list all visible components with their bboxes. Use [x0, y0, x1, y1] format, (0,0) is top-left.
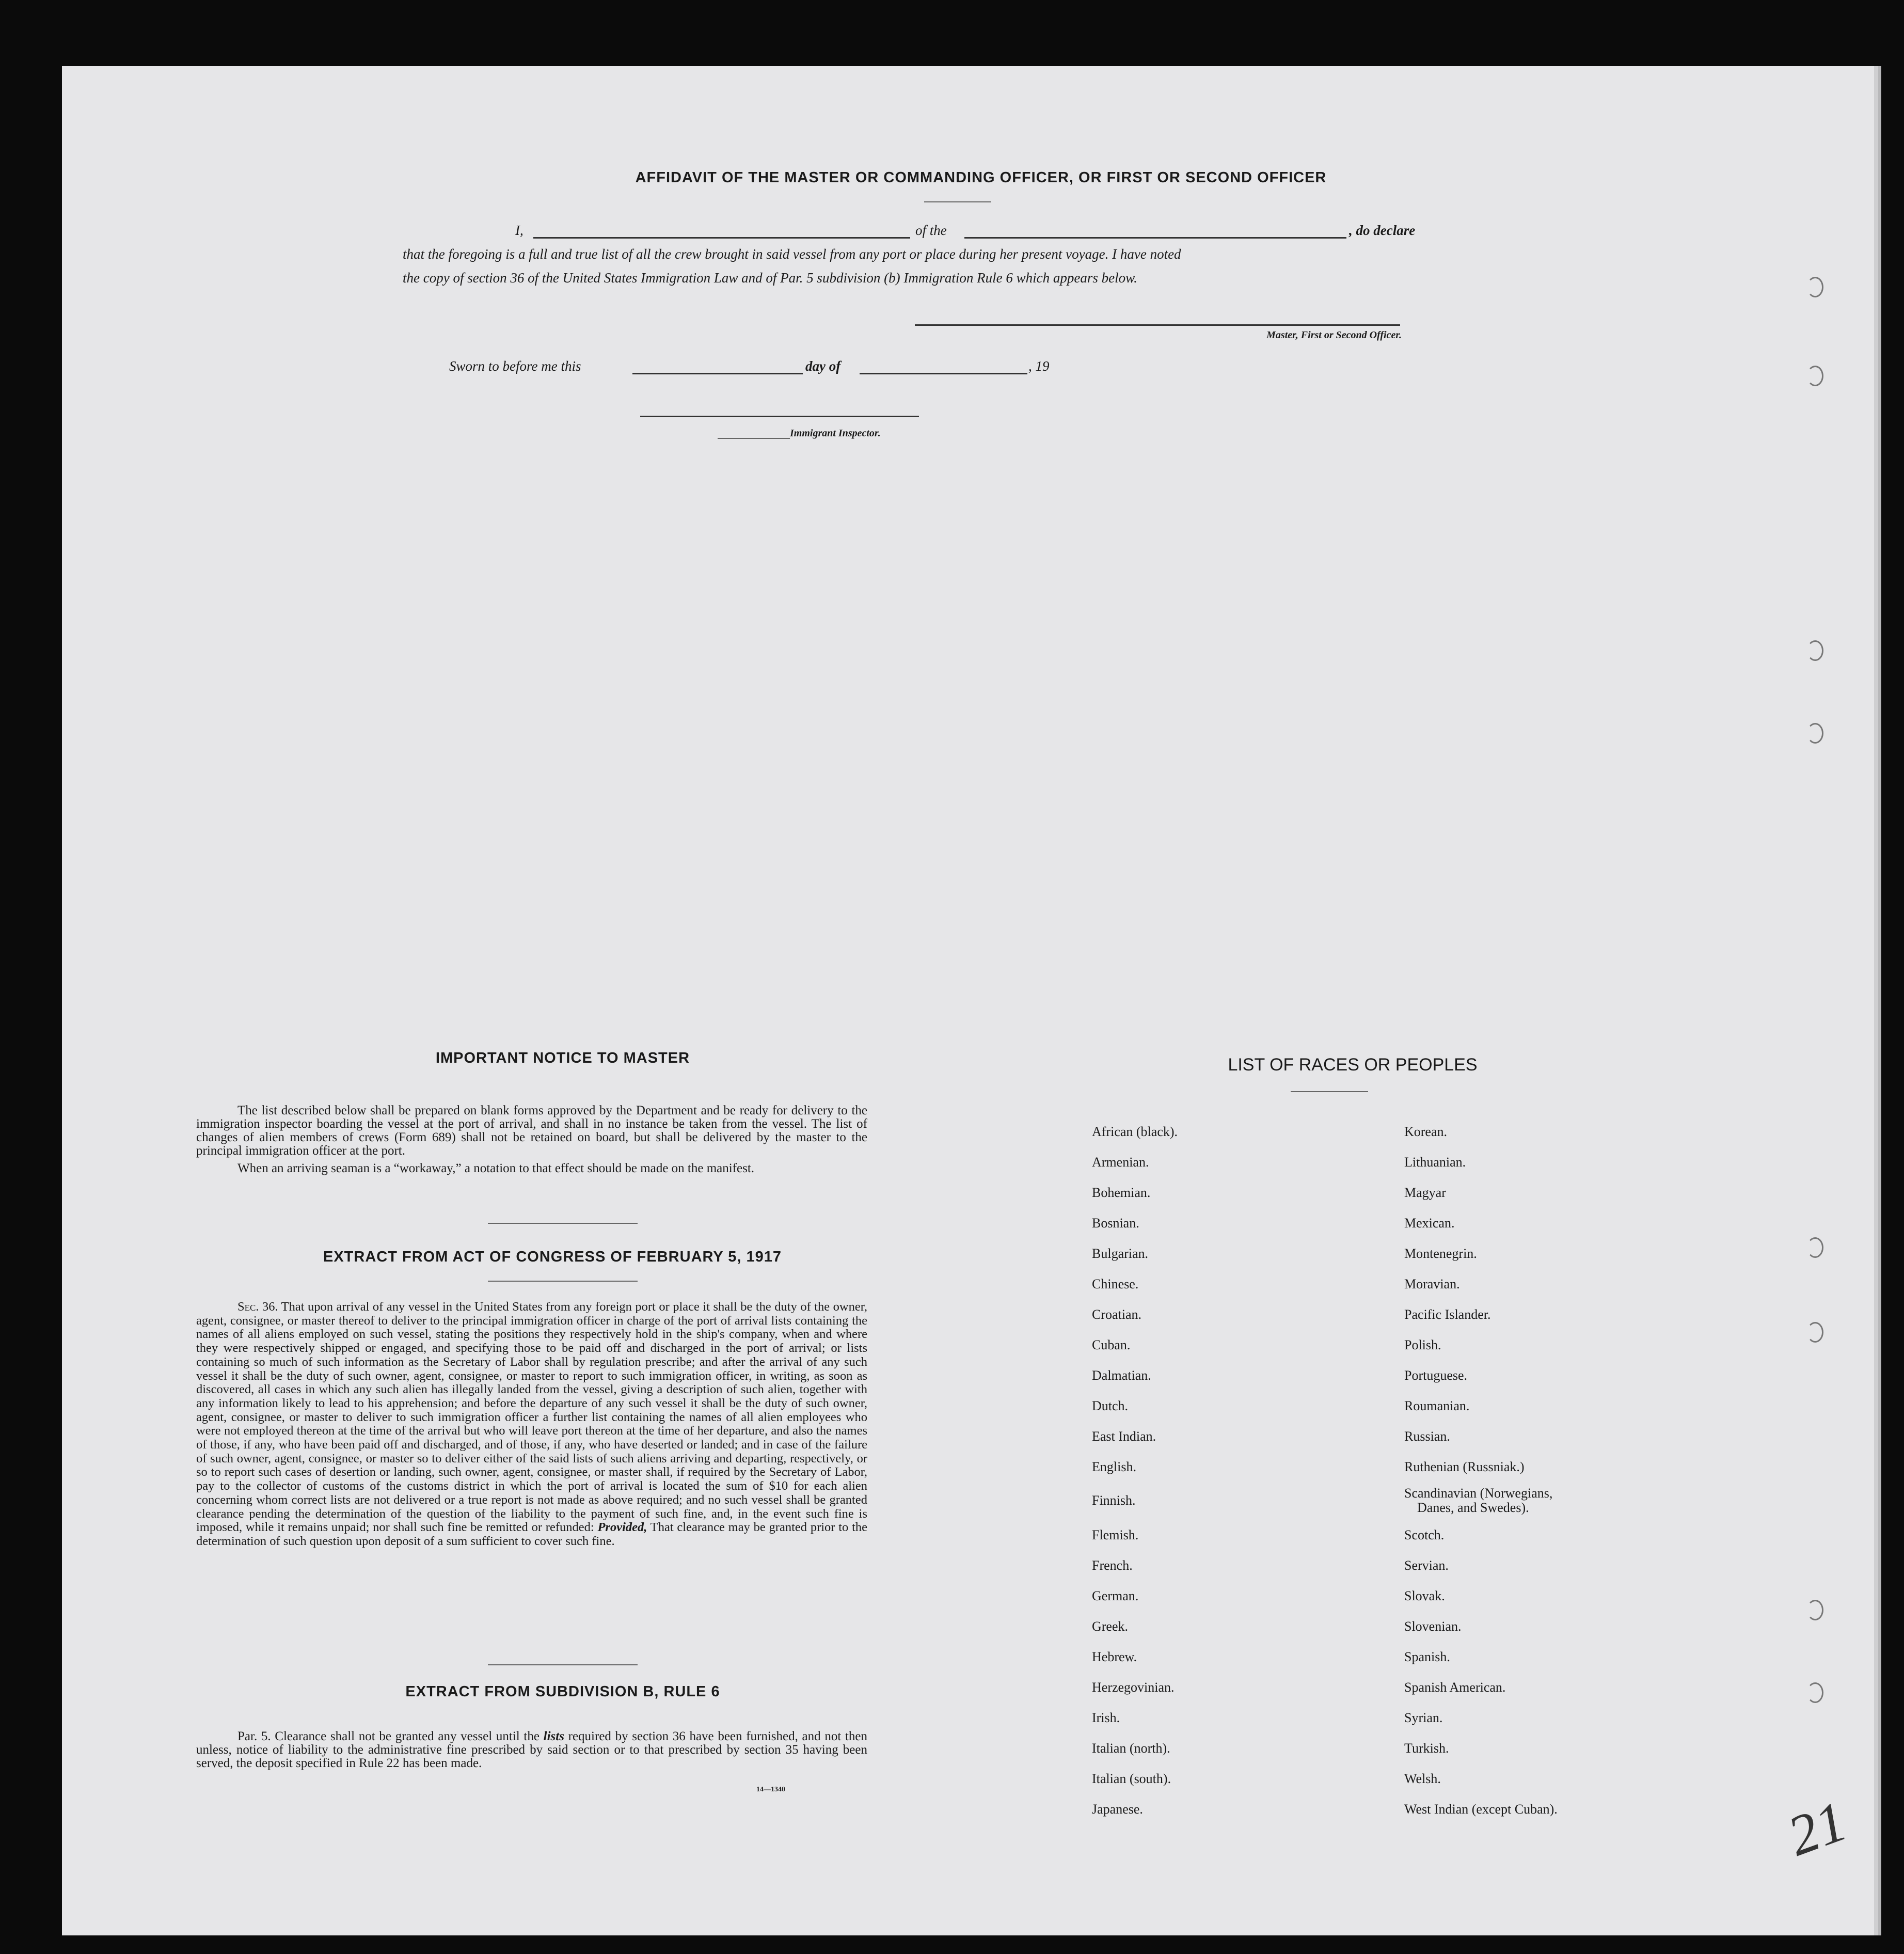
race-item: Scotch. [1404, 1527, 1445, 1542]
race-item: East Indian. [1092, 1429, 1156, 1444]
rule-extract-body [196, 1730, 867, 1770]
race-item: Flemish. [1092, 1527, 1139, 1542]
affidavit-line-3: the copy of section 36 of the United States Immigration Law and of Par. 5 subdivision (b) Immigration Rule 6 which appears below. [403, 270, 1137, 286]
race-item: Finnish. [1092, 1493, 1136, 1508]
sworn-start: Sworn to before me this [449, 358, 581, 374]
race-item: Syrian. [1404, 1710, 1443, 1725]
sworn-month-blank [860, 373, 1027, 374]
race-item: Bohemian. [1092, 1185, 1151, 1200]
race-item: Montenegrin. [1404, 1246, 1477, 1261]
form-number: 14—1340 [756, 1786, 785, 1793]
race-item: Turkish. [1404, 1741, 1449, 1756]
name-blank [533, 237, 910, 239]
punch-hole [1807, 277, 1823, 297]
race-item-continued: Danes, and Swedes). [1417, 1500, 1529, 1515]
affidavit-title: AFFIDAVIT OF THE MASTER OR COMMANDING OFFICER, OR FIRST OR SECOND OFFICER [635, 169, 1327, 186]
race-item: Irish. [1092, 1710, 1120, 1725]
punch-hole [1807, 1600, 1823, 1620]
race-item: French. [1092, 1558, 1133, 1573]
race-item: Russian. [1404, 1429, 1450, 1444]
affidavit-do-declare: , do declare [1349, 223, 1416, 238]
master-signature-line [915, 324, 1400, 326]
act-end-divider [488, 1664, 638, 1665]
race-item: Pacific Islander. [1404, 1307, 1491, 1322]
affidavit-line-1 [453, 218, 1506, 242]
race-item: Roumanian. [1404, 1398, 1470, 1413]
race-item: Spanish American. [1404, 1680, 1506, 1695]
race-item: Bulgarian. [1092, 1246, 1149, 1261]
punch-hole [1807, 640, 1823, 661]
rule-extract-title: EXTRACT FROM SUBDIVISION B, RULE 6 [405, 1683, 720, 1700]
race-item: Japanese. [1092, 1802, 1143, 1817]
race-item: Korean. [1404, 1124, 1448, 1139]
punch-hole [1807, 1682, 1823, 1703]
act-divider [488, 1281, 638, 1282]
race-item: Slovenian. [1404, 1619, 1462, 1634]
inspector-prefix-line [718, 438, 790, 439]
race-item: Slovak. [1404, 1588, 1445, 1603]
race-item: Magyar [1404, 1185, 1446, 1200]
act-extract-title: EXTRACT FROM ACT OF CONGRESS OF FEBRUARY 5, 1917 [323, 1249, 782, 1265]
race-item: Cuban. [1092, 1337, 1131, 1352]
affidavit-line-2: that the foregoing is a full and true list of all the crew brought in said vessel from any port or place during her present voyage. I have noted [403, 246, 1181, 262]
race-item: Italian (north). [1092, 1741, 1170, 1756]
master-signature-label: Master, First or Second Officer. [1266, 329, 1402, 341]
race-item: Welsh. [1404, 1771, 1441, 1786]
race-item: Ruthenian (Russniak.) [1404, 1459, 1525, 1474]
race-item: Portuguese. [1404, 1368, 1468, 1383]
provided-text: That clearance may be granted prior to the determination of such question upon deposit of a sum sufficient to cover such fine. [196, 1520, 868, 1548]
document-page [62, 66, 1874, 1935]
race-item: Chinese. [1092, 1277, 1139, 1291]
notice-title: IMPORTANT NOTICE TO MASTER [435, 1050, 690, 1066]
title-divider [924, 201, 991, 202]
race-item: Croatian. [1092, 1307, 1142, 1322]
punch-hole [1807, 1237, 1823, 1258]
vessel-blank [964, 237, 1346, 239]
race-item: Servian. [1404, 1558, 1449, 1573]
rule-text-b: required by section 36 have been furnished, and not then unless, notice of liability to the administrative fine prescribed by said section or to that prescribed by section 35 having been served, the deposit specified in Rule 22 has been made. [196, 1729, 868, 1770]
race-item: Dutch. [1092, 1398, 1129, 1413]
race-item: Bosnian. [1092, 1216, 1139, 1231]
race-item: Italian (south). [1092, 1771, 1171, 1786]
rule-lists-word: lists [543, 1729, 564, 1743]
handwritten-mark: 21 [1780, 1789, 1855, 1868]
race-item: Moravian. [1404, 1277, 1460, 1291]
race-item: German. [1092, 1588, 1139, 1603]
section-label: Sec. 36. [237, 1300, 278, 1314]
inspector-label: Immigrant Inspector. [790, 428, 881, 439]
punch-hole [1807, 366, 1823, 386]
punch-hole [1807, 723, 1823, 744]
race-item: West Indian (except Cuban). [1404, 1802, 1558, 1817]
sworn-day-blank [632, 373, 803, 374]
race-item: Spanish. [1404, 1649, 1450, 1664]
sworn-line [449, 354, 1172, 378]
race-item: Lithuanian. [1404, 1155, 1466, 1170]
sworn-year: , 19 [1028, 358, 1050, 374]
race-item: Scandinavian (Norwegians, [1404, 1486, 1553, 1501]
race-item: Mexican. [1404, 1216, 1455, 1231]
inspector-signature-line [640, 416, 919, 417]
race-item: Herzegovinian. [1092, 1680, 1175, 1695]
rule-text-a: Par. 5. Clearance shall not be granted any vessel until the [237, 1729, 540, 1743]
notice-body [196, 1104, 867, 1175]
section-36-text: That upon arrival of any vessel in the United States from any foreign port or place it shall be the duty of the owner, agent, consignee, or master thereof to deliver to the principal immigration officer in charge of the port of arrival lists containing the names of all aliens employed on such vessel, stating the positions they respectively hold in the ship's company, when and where they were respectively shipped or engaged, and specifying those to be paid off and discharged in the port of arrival; or lists containing so much of such information as the Secretary of Labor shall by regulation prescribe; and after the arrival of any such vessel it shall be the duty of such owner, agent, consignee, or master to report to such immigration officer, in writing, as soon as discovered, all cases in which any such alien has illegally landed from the vessel, giving a description of such alien, together with any information likely to lead to his apprehension; and before the departure of any such vessel it shall be the duty of such owner, agent, consignee, or master to deliver to such immigration officer a further list containing the names of all alien employees who were not employed thereon at the time of the arrival but who will leave port thereon at the time of her departure, and also the names of those, if any, who have been paid off and discharged, and of those, if any, who have deserted or landed; and in case of the failure of such owner, agent, consignee, or master so to deliver either of the said lists of such aliens arriving and departing, respectively, or so to report such cases of desertion or landing, such owner, agent, consignee, or master shall, if required by the Secretary of Labor, pay to the collector of customs of the customs district in which the port of arrival is located the sum of $10 for each alien concerning whom correct lists are not delivered or a true report is not made as above required; and no such vessel shall be granted clearance pending the determination of the question of the liability to the payment of such fine, and, in the event such fine is imposed, while it remains unpaid; nor shall such fine be remitted or refunded: [196, 1300, 867, 1535]
race-item: Dalmatian. [1092, 1368, 1151, 1383]
notice-paragraph-2: When an arriving seaman is a “workaway,” a notation to that effect should be made on the manifest. [237, 1161, 755, 1175]
act-extract-body [196, 1300, 867, 1549]
race-item: Polish. [1404, 1337, 1441, 1352]
race-item: English. [1092, 1459, 1136, 1474]
notice-divider [488, 1223, 638, 1224]
affidavit-i: I, [515, 223, 523, 238]
punch-hole [1807, 1322, 1823, 1343]
provided-label: Provided, [597, 1520, 647, 1535]
race-item: African (black). [1092, 1124, 1178, 1139]
races-title: LIST OF RACES OR PEOPLES [1228, 1055, 1478, 1075]
race-item: Armenian. [1092, 1155, 1149, 1170]
race-item: Greek. [1092, 1619, 1129, 1634]
notice-paragraph-1: The list described below shall be prepared on blank forms approved by the Department and be ready for delivery to the immigration inspector boarding the vessel at the port of arrival, and shall in no instance be taken from the vessel. The list of changes of alien members of crews (Form 689) shall not be retained on board, but shall be delivered by the master to the principal immigration officer at the port. [196, 1104, 867, 1158]
sworn-day-of: day of [805, 358, 841, 374]
race-item: Hebrew. [1092, 1649, 1137, 1664]
affidavit-of-the: of the [915, 223, 947, 238]
races-divider [1291, 1091, 1368, 1092]
